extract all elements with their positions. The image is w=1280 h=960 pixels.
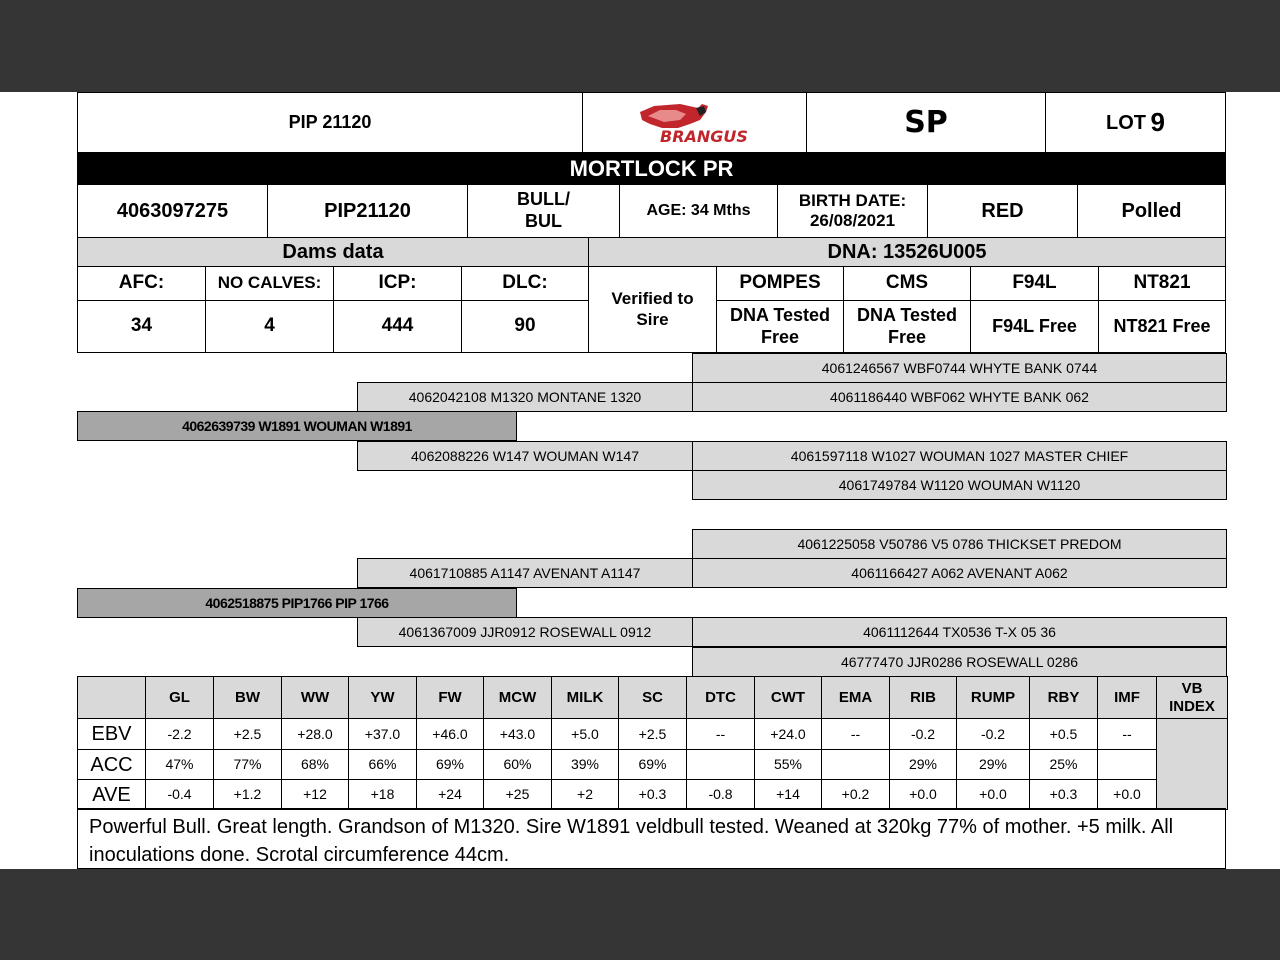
animal-id: 4063097275: [77, 184, 268, 238]
ebv-header-rby: RBY: [1029, 676, 1098, 719]
ebv-cell: 55%: [754, 749, 822, 780]
ebv-cell: -0.4: [145, 779, 214, 810]
ebv-header-rump: RUMP: [956, 676, 1030, 719]
pedigree-sd: 4062088226 W147 WOUMAN W147: [357, 441, 693, 471]
ebv-cell: -0.2: [956, 718, 1030, 750]
pompes-header: POMPES: [716, 266, 844, 301]
lot-number: 9: [1150, 106, 1165, 137]
animal-sex: BULL/ BUL: [467, 184, 620, 238]
ebv-row-label-acc: ACC: [77, 749, 146, 780]
afc-value: 34: [77, 300, 206, 353]
birth-date-box: [777, 184, 928, 238]
animal-age: AGE: 34 Mths: [619, 184, 778, 238]
ebv-header-milk: MILK: [551, 676, 619, 719]
no-calves-header: NO CALVES:: [205, 266, 334, 301]
ebv-cell: +2: [551, 779, 619, 810]
ebv-cell: +0.0: [1097, 779, 1157, 810]
ebv-cell: -0.8: [686, 779, 755, 810]
ebv-header-cwt: CWT: [754, 676, 822, 719]
pedigree-dds: 4061112644 TX0536 T-X 05 36: [692, 617, 1227, 647]
ebv-cell: 69%: [618, 749, 687, 780]
ebv-cell: +1.2: [213, 779, 282, 810]
animal-code: PIP21120: [267, 184, 468, 238]
dna-title: DNA: 13526U005: [588, 237, 1226, 267]
pompes-value: DNA Tested Free: [716, 300, 844, 353]
afc-header: AFC:: [77, 266, 206, 301]
ebv-cell: +5.0: [551, 718, 619, 750]
pedigree-dss: 4061225058 V50786 V5 0786 THICKSET PREDOM: [692, 529, 1227, 559]
icp-header: ICP:: [333, 266, 462, 301]
ebv-cell: 47%: [145, 749, 214, 780]
ebv-cell: -0.2: [889, 718, 957, 750]
comments: Powerful Bull. Great length. Grandson of M1320. Sire W1891 veldbull tested. Weaned at 320kg 77% of mother. +5 milk. All inoculations done. Scrotal circumference 44cm.: [77, 808, 1226, 869]
pedigree-ds: 4061710885 A1147 AVENANT A1147: [357, 558, 693, 588]
cms-header: CMS: [843, 266, 971, 301]
animal-color: RED: [927, 184, 1078, 238]
pedigree-sire: 4062639739 W1891 WOUMAN W1891: [77, 411, 517, 441]
pedigree-sds: 4061597118 W1027 WOUMAN 1027 MASTER CHIEF: [692, 441, 1227, 471]
ebv-cell: +12: [281, 779, 349, 810]
birth-date-label: BIRTH DATE:: [798, 190, 907, 210]
icp-value: 444: [333, 300, 462, 353]
ebv-cell: +24: [416, 779, 484, 810]
ebv-cell: -2.2: [145, 718, 214, 750]
pedigree-ss: 4062042108 M1320 MONTANE 1320: [357, 382, 693, 412]
ebv-cell: [686, 749, 755, 780]
ebv-header-yw: YW: [348, 676, 417, 719]
pedigree-ddd: 46777470 JJR0286 ROSEWALL 0286: [692, 647, 1227, 677]
ebv-cell: +46.0: [416, 718, 484, 750]
dlc-header: DLC:: [461, 266, 589, 301]
ebv-header-rib: RIB: [889, 676, 957, 719]
pedigree-ssd: 4061186440 WBF062 WHYTE BANK 062: [692, 382, 1227, 412]
ebv-cell: +37.0: [348, 718, 417, 750]
ebv-cell: --: [1097, 718, 1157, 750]
nt821-value: NT821 Free: [1098, 300, 1226, 353]
ebv-cell: --: [686, 718, 755, 750]
ebv-row-label-ebv: EBV: [77, 718, 146, 750]
ebv-cell: +14: [754, 779, 822, 810]
ebv-cell: +28.0: [281, 718, 349, 750]
animal-name: MORTLOCK PR: [77, 153, 1226, 185]
ebv-header-gl: GL: [145, 676, 214, 719]
sp-badge: SP: [806, 92, 1046, 153]
ebv-cell: +2.5: [213, 718, 282, 750]
f94l-header: F94L: [970, 266, 1099, 301]
ebv-cell: 77%: [213, 749, 282, 780]
nt821-header: NT821: [1098, 266, 1226, 301]
f94l-value: F94L Free: [970, 300, 1099, 353]
ebv-cell: +0.5: [1029, 718, 1098, 750]
ebv-header-ema: EMA: [821, 676, 890, 719]
ebv-cell: +0.0: [956, 779, 1030, 810]
lot-label: LOT: [1106, 111, 1147, 134]
ebv-cell: +43.0: [483, 718, 552, 750]
ebv-cell: [821, 749, 890, 780]
svg-text:BRANGUS: BRANGUS: [659, 126, 748, 146]
no-calves-value: 4: [205, 300, 334, 353]
ebv-cell: [1097, 749, 1157, 780]
pedigree-dam: 4062518875 PIP1766 PIP 1766: [77, 588, 517, 618]
horn-status: Polled: [1077, 184, 1226, 238]
ebv-cell: +0.3: [618, 779, 687, 810]
ebv-header-fw: FW: [416, 676, 484, 719]
bull-icon: [620, 98, 770, 148]
dams-data-title: Dams data: [77, 237, 589, 267]
ebv-cell: 29%: [956, 749, 1030, 780]
lot-box: [1045, 92, 1226, 153]
ebv-header-sc: SC: [618, 676, 687, 719]
ebv-header-imf: IMF: [1097, 676, 1157, 719]
lot-sheet: [0, 92, 1280, 869]
ebv-cell: +0.3: [1029, 779, 1098, 810]
ebv-cell: 25%: [1029, 749, 1098, 780]
pedigree-sdd: 4061749784 W1120 WOUMAN W1120: [692, 470, 1227, 500]
ebv-cell: --: [821, 718, 890, 750]
pedigree-dd: 4061367009 JJR0912 ROSEWALL 0912: [357, 617, 693, 647]
ebv-header-bw: BW: [213, 676, 282, 719]
ebv-cell: 60%: [483, 749, 552, 780]
ebv-cell: 68%: [281, 749, 349, 780]
ebv-cell: 69%: [416, 749, 484, 780]
ebv-cell: +2.5: [618, 718, 687, 750]
pip-title: PIP 21120: [77, 92, 583, 153]
ebv-cell: +18: [348, 779, 417, 810]
cms-value: DNA Tested Free: [843, 300, 971, 353]
dlc-value: 90: [461, 300, 589, 353]
ebv-header-dtc: DTC: [686, 676, 755, 719]
ebv-cell: +0.2: [821, 779, 890, 810]
ebv-header-ww: WW: [281, 676, 349, 719]
ebv-cell: 29%: [889, 749, 957, 780]
vb-index-value: [1156, 718, 1228, 810]
vb-index-header: VB INDEX: [1156, 676, 1228, 719]
ebv-cell: +25: [483, 779, 552, 810]
ebv-row-label-ave: AVE: [77, 779, 146, 810]
pedigree-sss: 4061246567 WBF0744 WHYTE BANK 0744: [692, 353, 1227, 383]
ebv-cell: +24.0: [754, 718, 822, 750]
ebv-header-mcw: MCW: [483, 676, 552, 719]
verified-to-sire: Verified to Sire: [588, 266, 717, 353]
pedigree-dsd: 4061166427 A062 AVENANT A062: [692, 558, 1227, 588]
ebv-cell: 39%: [551, 749, 619, 780]
brangus-logo: [582, 92, 807, 153]
ebv-cell: +0.0: [889, 779, 957, 810]
ebv-cell: 66%: [348, 749, 417, 780]
birth-date-value: 26/08/2021: [809, 211, 896, 230]
ebv-corner: [77, 676, 146, 719]
